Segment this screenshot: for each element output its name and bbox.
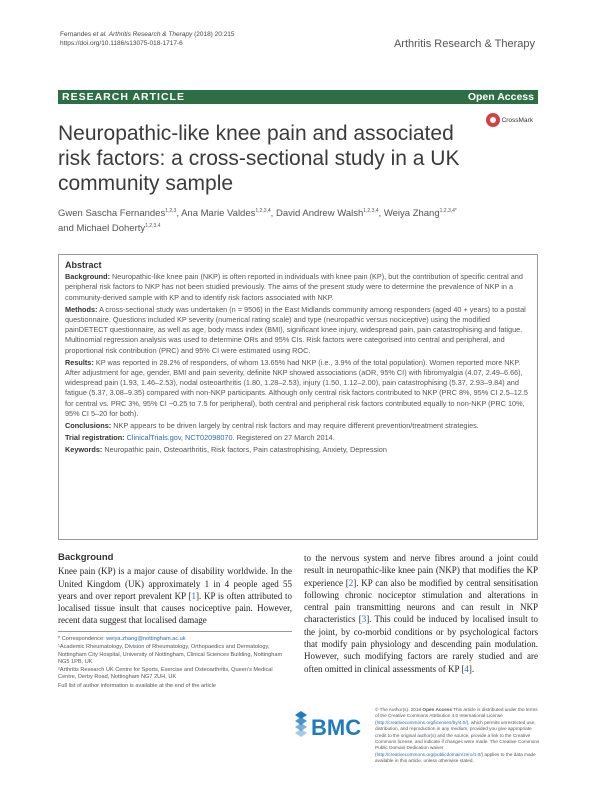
cc-by-license-link[interactable]: http://creativecommons.org/licenses/by/4.0/ <box>376 719 467 725</box>
journal-name: Arthritis Research & Therapy <box>393 38 535 50</box>
abstract-results: Results: KP was reported in 28.2% of responders, of whom 13.65% had NKP (i.e., 3.9% of the total population). Women reported more NKP. After adjustment for age, gender, BMI and pain severity, definite NKP showed associations (aOR, 95% CI) with fibromyalgia (4.07, 2.49–6.66), widespread pain (1.93, 1.46–2.53), nodal osteoarthritis (1.80, 1.28–2.53), injury (1.50, 1.12–2.00), pain catastrophising (5.37, 2.93–9.84) and fatigue (5.37, 3.08–9.35) compared with non-NKP participants. Although only central risk factors contributed to NKP (PRC 8%, 95% CI 2.5–12.5 for central vs. PRC 3%, 95% CI −0.25 to 7.5 for peripheral), both central and peripheral risk factors contributed equally to non-NKP (PRC 10%, 95% CI 5–20 for both). <box>65 357 528 418</box>
article-banner <box>58 90 538 104</box>
abstract-trial-registration: Trial registration: ClinicalTrials.gov, NCT02098070. Registered on 27 March 2014. <box>65 433 335 443</box>
affiliation: ¹Academic Rheumatology, Division of Rheumatology, Orthopaedics and Dermatology, Nottingham City Hospital, University of Nottingham, Clinical Sciences Building, Nottingham NG5 1PB, UK <box>58 644 283 665</box>
correspondence: * Correspondence: weiya.zhang@nottingham.ac.uk <box>58 636 186 642</box>
author-name[interactable]: Ana Marie Valdes <box>181 208 256 220</box>
section-heading-background: Background <box>58 552 114 563</box>
bmc-logo <box>291 707 371 747</box>
cc0-waiver-link[interactable]: http://creativecommons.org/publicdomain/zero/1.0/ <box>376 751 482 757</box>
nct-link[interactable]: NCT02098070 <box>185 433 233 443</box>
body-paragraph: Knee pain (KP) is a major cause of disability worldwide. In the United Kingdom (UK) approximately 1 in 4 people aged 55 years and over report prevalent KP [1]. KP is often attributed to localised tissue insult that causes nociceptive pain. However, recent data suggest that localised damage <box>58 566 292 626</box>
running-header <box>60 30 235 48</box>
abstract-keywords: Keywords: Neuropathic pain, Osteoarthritis, Risk factors, Pain catastrophising, Anxiety, Depression <box>65 445 387 455</box>
citation-link[interactable]: 1 <box>191 590 196 601</box>
clinicaltrials-link[interactable]: ClinicalTrials.gov <box>126 433 181 443</box>
body-column-left <box>58 552 292 627</box>
open-access-label: Open Access <box>467 91 534 103</box>
abstract-methods: Methods: A cross-sectional study was undertaken (n = 9506) in the East Midlands community among responders (aged 40 + years) to a postal questionnaire. Questions included KP severity (numerical rating scale) and type (neuropathic versus nociceptive) using the modified painDETECT questionnaire, as well as age, body mass index (BMI), significant knee injury, widespread pain, pain catastrophising and fatigue. Multinomial regression analysis was used to determine ORs and 95% CIs. Risk factors were categorised into central and peripheral, and proportional risk contribution (PRC) and 95% CI were estimated using ROC. <box>65 304 526 355</box>
citation-link[interactable]: 3 <box>361 614 367 625</box>
abstract-heading: Abstract <box>65 260 102 270</box>
abstract-background: Background: Neuropathic-like knee pain (NKP) is often reported in individuals with knee pain (KP), but the contribution of specific central and peripheral risk factors to NKP has not been studied previously. The aims of the present study were to determine the prevalence of NKP in a community-derived sample with KP and to identify risk factors associated with NKP. <box>65 272 523 302</box>
affiliation-note: Full list of author information is available at the end of the article <box>58 682 216 689</box>
license-text: © The Author(s). 2018 Open Access This article is distributed under the terms of the Creative Commons Attribution 4.0 International License (http://creativecommons.org/licenses/by/4.0/), which permits unrestricted use, distribution, and reproduction in any medium, provided you give appropriate credit to the original author(s) and the source, provide a link to the Creative Commons license, and indicate if changes were made. The Creative Commons Public Domain Dedication waiver (http://creativecommons.org/publicdomain/zero/1.0/) applies to the data made available in this article, unless otherwise stated. <box>375 707 540 764</box>
author-name[interactable]: David Andrew Walsh <box>275 208 364 220</box>
svg-text:BMC: BMC <box>311 715 362 740</box>
doi-link[interactable]: https://doi.org/10.1186/s13075-018-1717-6 <box>60 40 183 47</box>
body-paragraph: to the nervous system and nerve fibres around a joint could result in neuropathic-like knee pain (NKP) that modifies the KP experience [2]. KP can also be modified by central sensitisation following chronic nociceptor stimulation and alterations in central pain transmitting neurons and can result in NKP characteristics [3]. This could be induced by localised insult to the joint, by co-morbid conditions or by psychological factors that modify pain physiology and descending pain modulation. However, such modifying factors are rarely studied and are often omitted in clinical assessments of KP [4]. <box>304 553 539 674</box>
author-name[interactable]: Gwen Sascha Fernandes <box>58 208 166 220</box>
article-type-label: RESEARCH ARTICLE <box>62 91 185 103</box>
crossmark-icon <box>486 113 500 127</box>
abstract-conclusions: Conclusions: NKP appears to be driven largely by central risk factors and may require different prevention/treatment strategies. <box>65 421 479 431</box>
body-column-right <box>304 552 538 675</box>
author-list: Gwen Sascha Fernandes$^{1,2,3}$, Ana Marie Valdes$^{1,2,3,4}$, David Andrew Walsh$^{1,2,3,4}$, Weiya Zhang$^{1,2,3,4*}$ and Michael Doherty$^{1,2,3,4}$ <box>58 208 457 235</box>
citation-line: Fernandes et al. Arthritis Research & Therapy (2018) 20:215 <box>60 31 235 38</box>
author-name[interactable]: Michael Doherty <box>76 223 146 235</box>
author-name[interactable]: Weiya Zhang <box>383 208 440 220</box>
correspondence-email-link[interactable]: weiya.zhang@nottingham.ac.uk <box>106 636 186 642</box>
citation-link[interactable]: 2 <box>348 577 354 588</box>
citation-link[interactable]: 4 <box>464 663 469 674</box>
footnotes <box>58 631 292 691</box>
crossmark-button[interactable]: CrossMark <box>486 113 533 127</box>
affiliation: ²Arthritis Research UK Centre for Sports, Exercise and Osteoarthritis, Queen's Medical Centre, Derby Road, Nottingham NG7 2UH, UK <box>58 667 273 681</box>
abstract-box <box>58 254 538 540</box>
article-title: Neuropathic-like knee pain and associated risk factors: a cross-sectional study in a UK community sample <box>58 122 460 195</box>
